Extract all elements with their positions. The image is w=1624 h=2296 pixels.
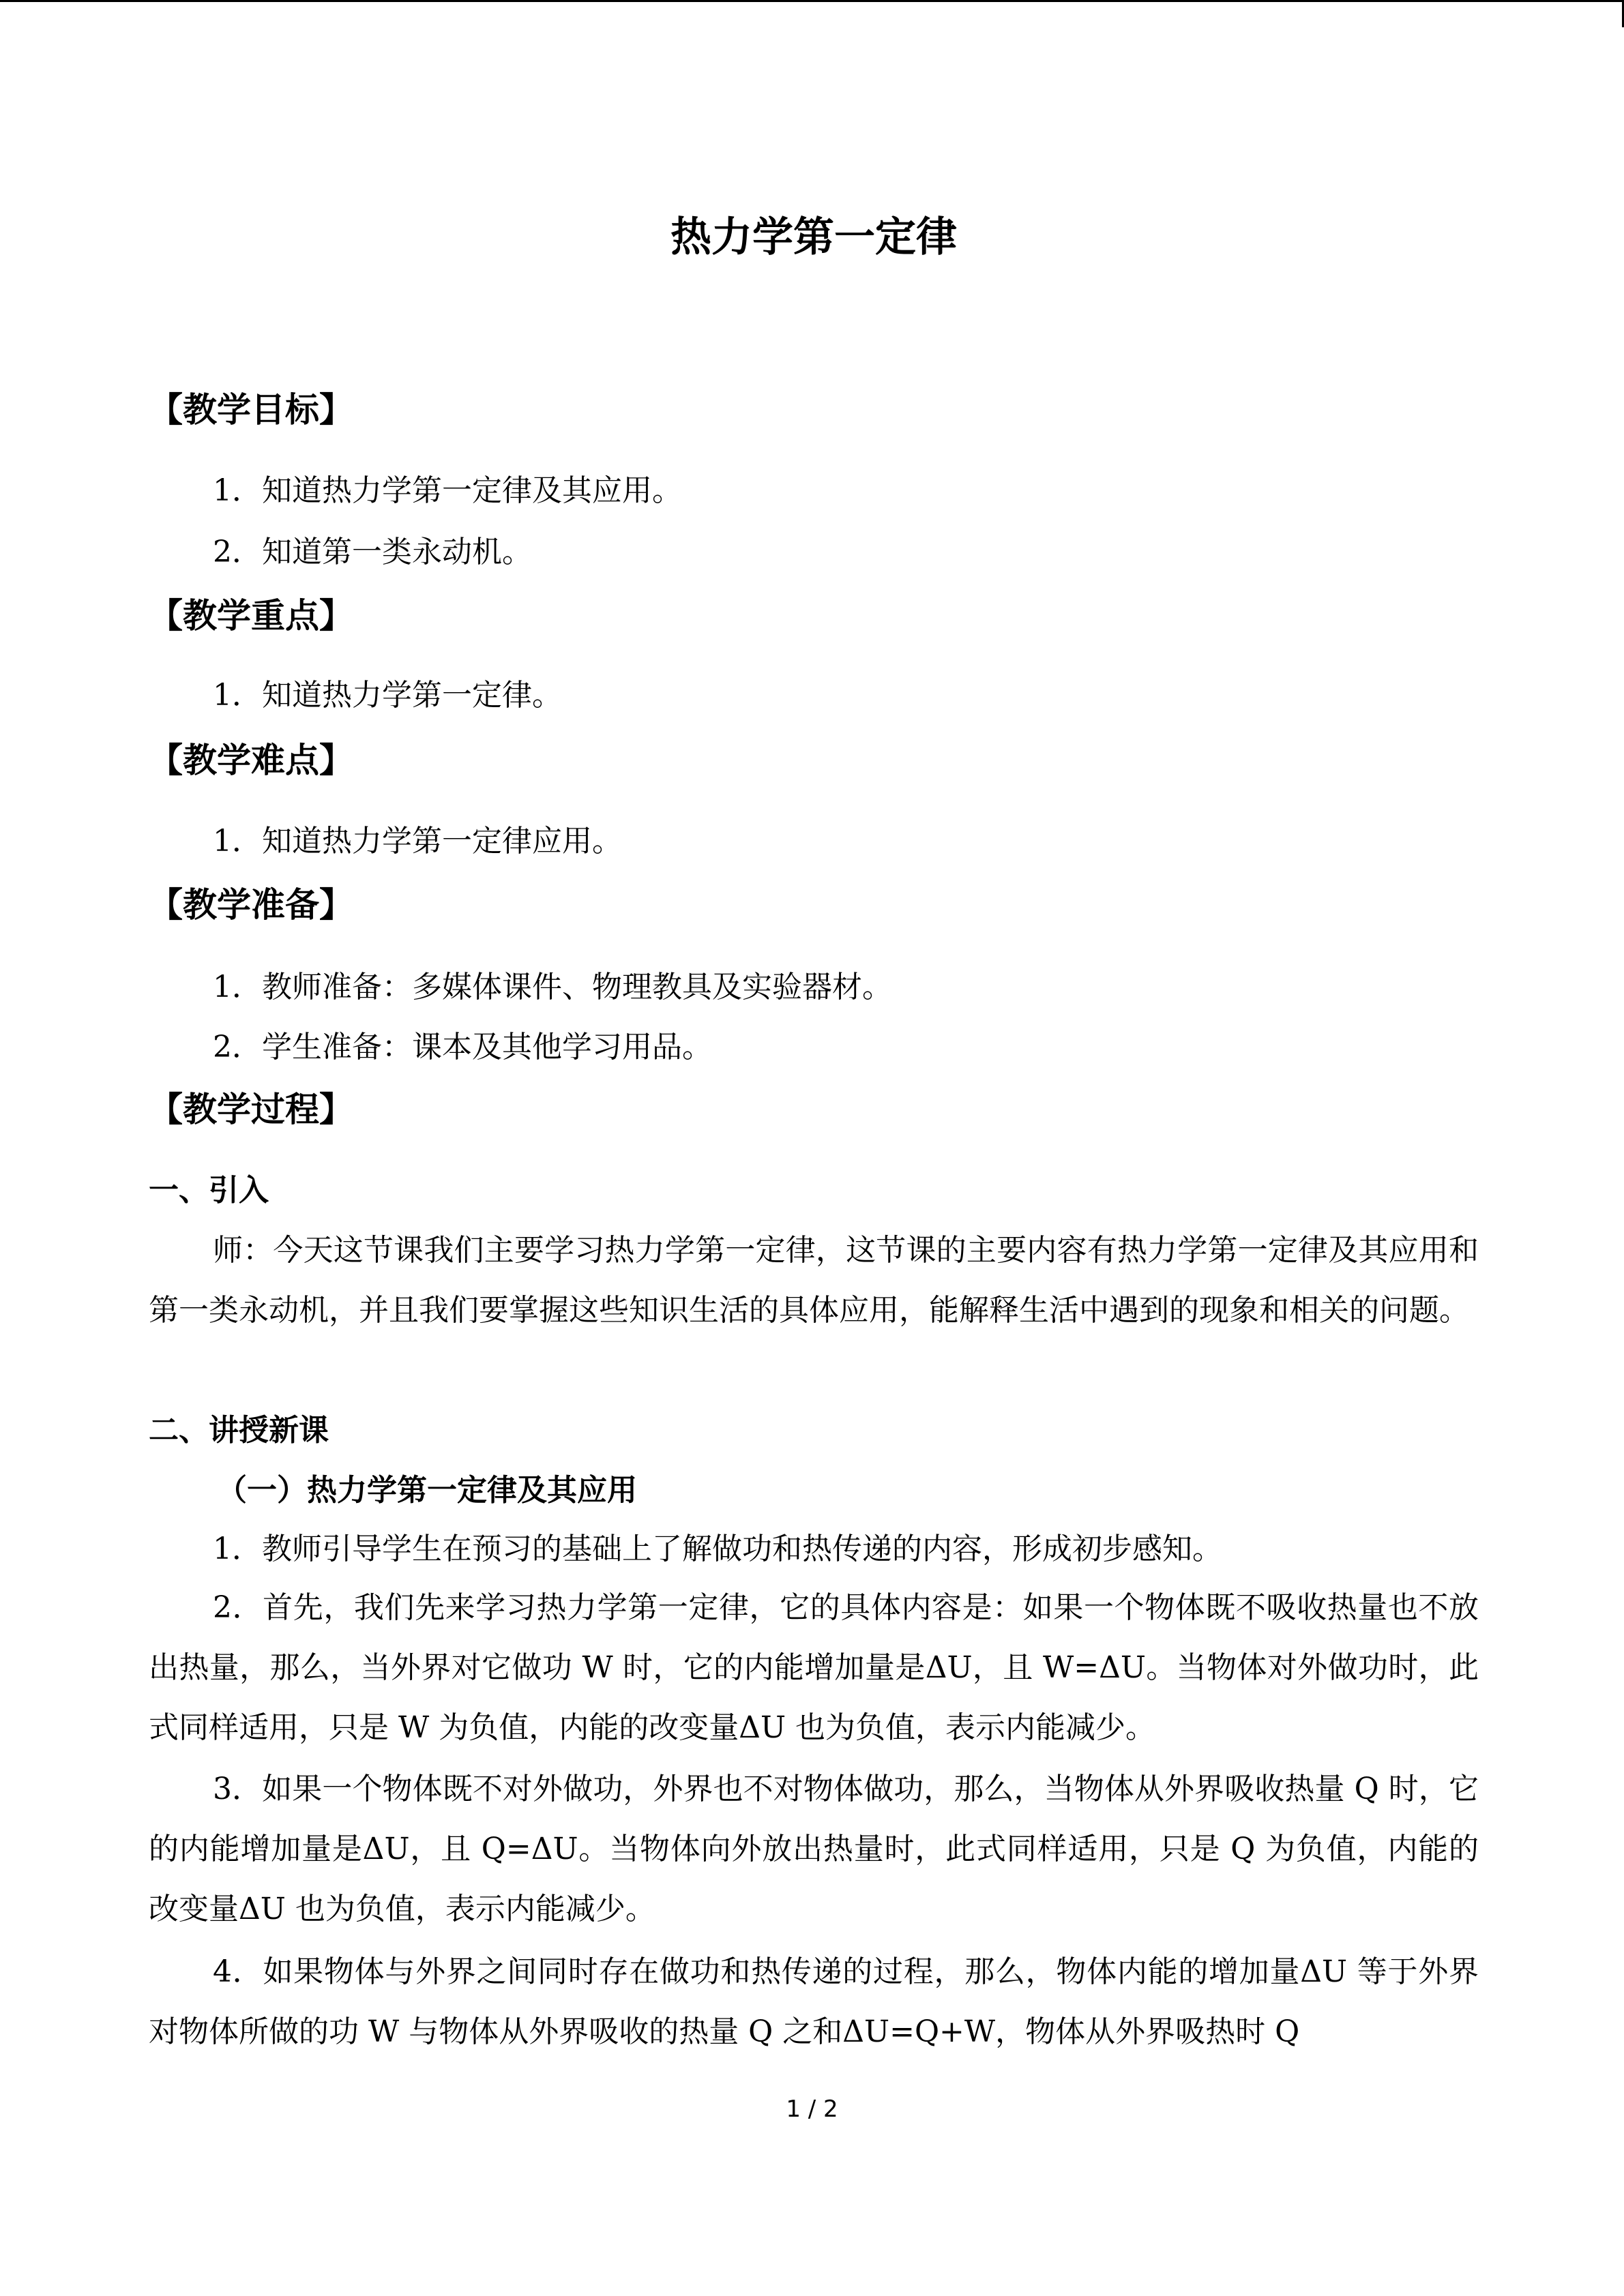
goal-item-1: 1．知道热力学第一定律及其应用。 <box>213 473 682 508</box>
preparation-item-1: 1．教师准备：多媒体课件、物理教具及实验器材。 <box>213 970 892 1004</box>
key-point-item-1: 1．知道热力学第一定律。 <box>213 678 562 713</box>
new-lesson-heading: 二、讲授新课 <box>149 1413 329 1448</box>
heading-process: 【教学过程】 <box>149 1090 353 1129</box>
heading-preparation: 【教学准备】 <box>149 885 353 925</box>
part1-heading: （一）热力学第一定律及其应用 <box>217 1473 637 1508</box>
page-top-border <box>0 0 1624 2</box>
document-title: 热力学第一定律 <box>670 213 957 261</box>
lesson-paragraph-4: 4．如果物体与外界之间同时存在做功和热传递的过程，那么，物体内能的增加量ΔU 等于外界对物体所做的功 W 与物体从外界吸收的热量 Q 之和ΔU=Q+W，物体从外界吸热时 Q <box>149 1954 1479 2049</box>
page-number: 1 / 2 <box>786 2096 838 2123</box>
preparation-item-2: 2．学生准备：课本及其他学习用品。 <box>213 1030 712 1064</box>
lesson-paragraph-3: 3．如果一个物体既不对外做功，外界也不对物体做功，那么，当物体从外界吸收热量 Q 时，它的内能增加量是ΔU，且 Q=ΔU。当物体向外放出热量时，此式同样适用，只是 Q 为负值，内能的改变量ΔU 也为负值，表示内能减少。 <box>149 1772 1479 1926</box>
intro-paragraph: 师：今天这节课我们主要学习热力学第一定律，这节课的主要内容有热力学第一定律及其应用和第一类永动机，并且我们要掌握这些知识生活的具体应用，能解释生活中遇到的现象和相关的问题。 <box>149 1233 1479 1328</box>
lesson-paragraph-2: 2．首先，我们先来学习热力学第一定律，它的具体内容是：如果一个物体既不吸收热量也不放出热量，那么，当外界对它做功 W 时，它的内能增加量是ΔU，且 W=ΔU。当物体对外做功时，此式同样适用，只是 W 为负值，内能的改变量ΔU 也为负值，表示内能减少。 <box>149 1590 1479 1745</box>
difficulty-item-1: 1．知道热力学第一定律应用。 <box>213 824 622 859</box>
heading-teaching-goals: 【教学目标】 <box>149 390 353 430</box>
heading-key-points: 【教学重点】 <box>149 596 353 636</box>
intro-heading: 一、引入 <box>149 1173 269 1208</box>
goal-item-2: 2．知道第一类永动机。 <box>213 535 532 569</box>
heading-difficulties: 【教学难点】 <box>149 741 353 780</box>
lesson-paragraph-1: 1．教师引导学生在预习的基础上了解做功和热传递的内容，形成初步感知。 <box>213 1532 1222 1566</box>
